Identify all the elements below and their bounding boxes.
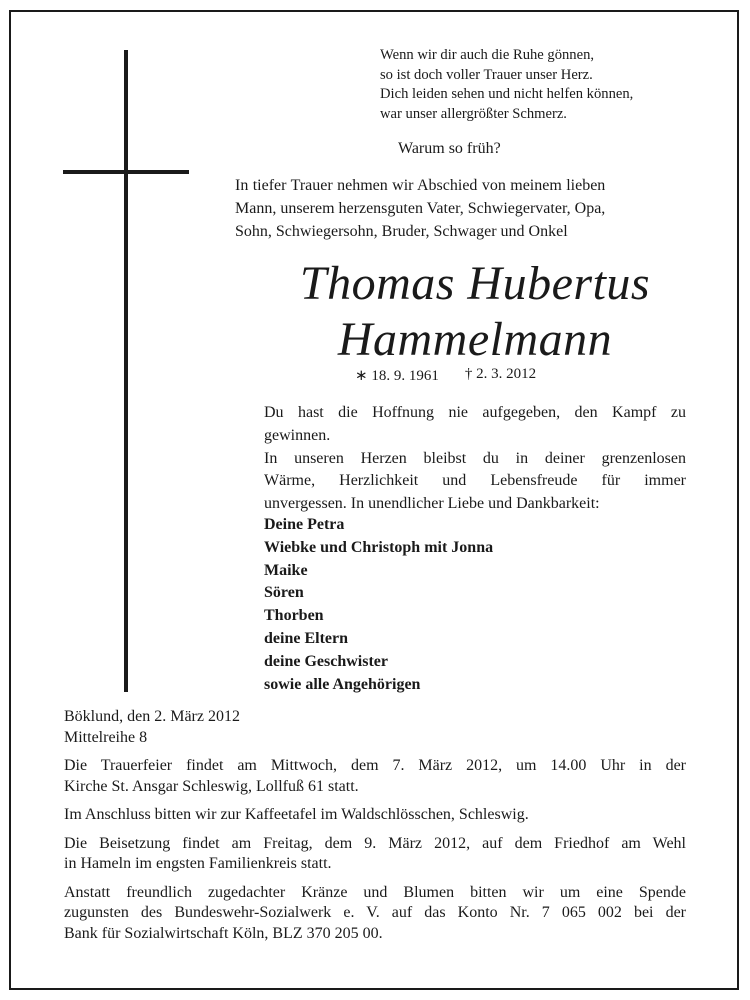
mourner: Deine Petra: [264, 516, 345, 533]
notice-details: [64, 707, 686, 944]
address-place-date: Böklund, den 2. März 2012: [64, 708, 240, 725]
intro-line: In tiefer Trauer nehmen wir Abschied von meinem lieben: [235, 177, 606, 194]
cross-horizontal-bar: [63, 170, 189, 174]
deceased-name-last: Hammelmann: [337, 313, 613, 366]
deceased-name-first: Thomas Hubertus: [299, 257, 651, 310]
mourners-list: [264, 514, 493, 696]
tribute-line: unvergessen. In unendlicher Liebe und Dankbarkeit:: [264, 495, 600, 513]
address-street: Mittelreihe 8: [64, 728, 148, 746]
question-text: Warum so früh?: [398, 140, 501, 157]
tribute-line: gewinnen.: [264, 426, 331, 444]
donation-line: Bank für Sozialwirtschaft Köln, BLZ 370 205 00.: [64, 924, 383, 942]
intro-line: Sohn, Schwiegersohn, Bruder, Schwager und Onkel: [235, 223, 568, 240]
tribute-line: Wärme, Herzlichkeit und Lebensfreude für immer: [264, 472, 686, 490]
funeral-line: Kirche St. Ansgar Schleswig, Lollfuß 61 statt.: [64, 777, 359, 795]
mourner: Wiebke und Christoph mit Jonna: [264, 538, 494, 556]
poem-line: war unser allergrößter Schmerz.: [380, 105, 567, 122]
funeral-line: Die Trauerfeier findet am Mittwoch, dem 7. März 2012, um 14.00 Uhr in der: [64, 757, 686, 774]
donation-line: zugunsten des Bundeswehr-Sozialwerk e. V. auf das Konto Nr. 7 065 002 bei der: [64, 904, 686, 921]
death-date: † 2. 3. 2012: [464, 366, 537, 382]
poem-line: Dich leiden sehen und nicht helfen können,: [380, 86, 634, 102]
intro-text: [235, 174, 605, 243]
mourner: Thorben: [264, 607, 324, 625]
poem-line: Wenn wir dir auch die Ruhe gönnen,: [380, 47, 595, 63]
reception-line: Im Anschluss bitten wir zur Kaffeetafel im Waldschlösschen, Schleswig.: [64, 806, 529, 823]
donation-line: Anstatt freundlich zugedachter Kränze und Blumen bitten wir um eine Spende: [64, 883, 686, 901]
mourner: Maike: [264, 561, 308, 579]
birth-date: ∗ 18. 9. 1961: [355, 368, 439, 384]
tribute-line: In unseren Herzen bleibst du in deiner grenzenlosen: [264, 449, 686, 467]
tribute-line: Du hast die Hoffnung nie aufgegeben, den Kampf zu: [264, 404, 686, 421]
mourner: sowie alle Angehörigen: [264, 675, 421, 693]
burial-line: in Hameln im engsten Familienkreis statt.: [64, 855, 332, 872]
mourner: Sören: [264, 584, 304, 602]
poem: [380, 46, 633, 124]
tribute-text: [264, 402, 686, 516]
cross-vertical-bar: [124, 50, 128, 692]
burial-line: Die Beisetzung findet am Freitag, dem 9. März 2012, auf dem Friedhof am Wehl: [64, 834, 686, 852]
poem-line: so ist doch voller Trauer unser Herz.: [380, 66, 593, 83]
intro-line: Mann, unserem herzensguten Vater, Schwiegervater, Opa,: [235, 200, 606, 217]
life-dates: [355, 366, 536, 385]
mourner: deine Geschwister: [264, 652, 388, 670]
mourner: deine Eltern: [264, 629, 348, 647]
